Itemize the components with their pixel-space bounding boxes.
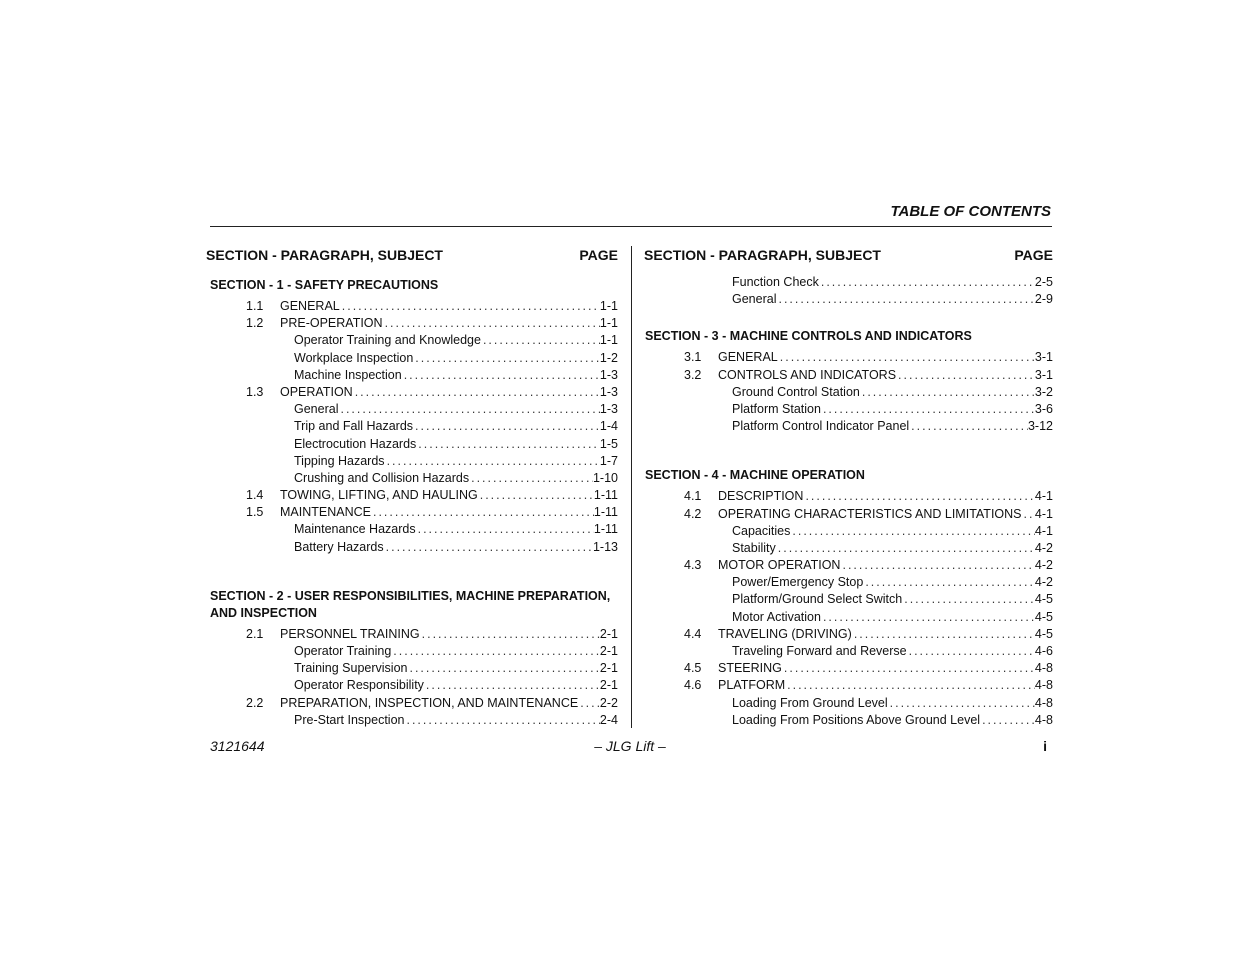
toc-entry[interactable] (206, 644, 618, 661)
toc-entry[interactable] (206, 713, 618, 730)
toc-entry-page: 1-11 (593, 522, 618, 537)
toc-entry-number: 4.1 (684, 489, 702, 504)
toc-entry-number: 2.1 (246, 626, 264, 641)
dot-leader (821, 610, 1035, 624)
toc-entry-label: Capacities (732, 523, 791, 538)
toc-entry-page: 3-2 (1034, 384, 1053, 399)
toc-entry-label: Crushing and Collision Hazards (294, 470, 470, 485)
toc-entry[interactable] (644, 385, 1053, 402)
toc-entry-label: General (732, 292, 777, 307)
toc-entry-number: 1.5 (246, 505, 264, 520)
toc-entry-page: 1-13 (592, 539, 618, 554)
dot-leader (896, 368, 1035, 382)
toc-entry[interactable] (644, 275, 1053, 292)
toc-entry-page: 1-3 (599, 384, 618, 399)
toc-entry-page: 2-1 (599, 678, 618, 693)
toc-entry[interactable] (644, 350, 1053, 367)
toc-entry-number: 4.5 (684, 661, 702, 676)
dot-leader (778, 350, 1035, 364)
toc-entry-page: 1-3 (599, 402, 618, 417)
dot-leader (413, 351, 600, 365)
dot-leader (907, 644, 1035, 658)
toc-entry-label: Ground Control Station (732, 384, 860, 399)
toc-entry-label: Tipping Hazards (294, 453, 385, 468)
toc-entry[interactable] (206, 299, 618, 316)
toc-entry-page: 3-12 (1027, 419, 1053, 434)
toc-entry-page: 3-1 (1034, 350, 1053, 365)
toc-entry-label: TRAVELING (DRIVING) (718, 626, 852, 641)
toc-entry-number: 3.1 (684, 350, 702, 365)
toc-entry-page: 4-1 (1034, 489, 1053, 504)
toc-entry-label: Function Check (732, 275, 819, 289)
toc-entry-page: 4-1 (1034, 506, 1053, 521)
toc-entry[interactable] (644, 524, 1053, 541)
toc-entry-page: 1-3 (599, 367, 618, 382)
dot-leader (819, 275, 1035, 289)
dot-leader (469, 471, 593, 485)
toc-entry[interactable] (206, 454, 618, 471)
dot-leader (840, 558, 1034, 572)
dot-leader (782, 661, 1035, 675)
toc-entry[interactable] (644, 489, 1053, 506)
toc-entry[interactable] (644, 368, 1053, 385)
toc-entry[interactable] (206, 488, 618, 505)
toc-entry-number: 4.2 (684, 506, 702, 521)
toc-entry[interactable] (206, 471, 618, 488)
toc-entry-page: 1-1 (599, 333, 618, 348)
section-entries (644, 489, 1053, 730)
header-rule (210, 226, 1052, 227)
dot-leader (776, 541, 1035, 555)
toc-entry-page: 4-5 (1034, 626, 1053, 641)
toc-entry-page: 3-1 (1034, 367, 1053, 382)
toc-entry[interactable] (644, 592, 1053, 609)
toc-continued-entries (644, 275, 1053, 309)
dot-leader (888, 696, 1035, 710)
toc-entry[interactable] (644, 696, 1053, 713)
toc-entry[interactable] (206, 368, 618, 385)
toc-sections (206, 277, 618, 730)
toc-entry-page: 1-1 (599, 316, 618, 331)
dot-leader (340, 299, 600, 313)
toc-entry-label: TOWING, LIFTING, AND HAULING (280, 488, 478, 503)
toc-entry-label: Battery Hazards (294, 539, 384, 554)
toc-entry-number: 4.4 (684, 626, 702, 641)
toc-left-column (206, 244, 618, 730)
toc-entry[interactable] (644, 713, 1053, 730)
toc-entry[interactable] (644, 419, 1053, 436)
dot-leader (385, 454, 600, 468)
toc-entry-page: 1-1 (599, 299, 618, 313)
toc-entry-label: MOTOR OPERATION (718, 558, 841, 573)
toc-entry-label: Platform Control Indicator Panel (732, 419, 910, 434)
column-divider (631, 246, 632, 728)
column-header-page: PAGE (579, 247, 618, 263)
toc-entry-page: 1-11 (593, 505, 618, 520)
toc-entry-page: 4-5 (1034, 609, 1053, 624)
toc-entry-label: PRE-OPERATION (280, 316, 383, 331)
column-header-subject: SECTION - PARAGRAPH, SUBJECT (644, 247, 881, 263)
toc-entry-page: 1-11 (593, 488, 618, 503)
toc-entry[interactable] (644, 644, 1053, 661)
section-entries (644, 350, 1053, 436)
column-header (206, 244, 618, 266)
dot-leader (416, 437, 600, 451)
toc-entry-label: Operator Training and Knowledge (294, 333, 481, 348)
toc-entry-page: 2-1 (599, 644, 618, 658)
page-number: i (1043, 738, 1047, 754)
page-title: TABLE OF CONTENTS (890, 203, 1051, 220)
dot-leader (402, 368, 600, 382)
toc-entry-page: 2-4 (599, 712, 618, 727)
toc-entry-page: 2-5 (1034, 275, 1053, 289)
toc-entry-page: 1-2 (599, 350, 618, 365)
dot-leader (790, 524, 1035, 538)
toc-entry-page: 4-6 (1034, 644, 1053, 658)
toc-entry-number: 1.3 (246, 384, 264, 399)
toc-entry-page: 4-5 (1034, 592, 1053, 607)
toc-entry-page: 4-2 (1034, 575, 1053, 590)
dot-leader (902, 592, 1035, 606)
toc-entry-label: CONTROLS AND INDICATORS (718, 367, 897, 382)
dot-leader (407, 661, 599, 675)
toc-entry-page: 4-2 (1034, 558, 1053, 573)
toc-entry-label: Motor Activation (732, 609, 821, 624)
toc-entry-page: 4-1 (1034, 523, 1053, 538)
toc-entry-page: 2-1 (599, 626, 618, 641)
toc-entry-page: 1-10 (592, 470, 618, 485)
toc-entry[interactable] (644, 610, 1053, 627)
dot-leader (785, 678, 1035, 692)
toc-entry[interactable] (206, 661, 618, 678)
toc-entry-label: Platform Station (732, 401, 821, 416)
toc-entry-label: PERSONNEL TRAINING (280, 626, 420, 641)
dot-leader (578, 696, 600, 710)
toc-entry[interactable] (206, 678, 618, 695)
toc-entry-label: General (294, 402, 339, 417)
toc-entry-page: 4-2 (1034, 540, 1053, 555)
toc-entry[interactable] (644, 292, 1053, 309)
toc-entry[interactable] (206, 402, 618, 419)
toc-entry-label: OPERATING CHARACTERISTICS AND LIMITATIONS (718, 506, 1022, 521)
toc-entry-label: Training Supervision (294, 661, 408, 676)
toc-entry[interactable] (206, 385, 618, 402)
doc-number: 3121644 (210, 738, 265, 754)
toc-entry-page: 1-4 (599, 419, 618, 434)
dot-leader (863, 575, 1035, 589)
toc-entry[interactable] (644, 575, 1053, 592)
toc-entry[interactable] (206, 540, 618, 557)
toc-entry-number: 3.2 (684, 367, 702, 382)
toc-entry-page: 1-7 (599, 453, 618, 468)
toc-entry-page: 2-2 (599, 695, 618, 710)
dot-leader (391, 644, 600, 658)
toc-entry-label: Stability (732, 540, 776, 555)
toc-entry-label: Machine Inspection (294, 367, 402, 382)
toc-entry-page: 4-8 (1034, 695, 1053, 710)
dot-leader (776, 292, 1034, 306)
toc-entry-label: Traveling Forward and Reverse (732, 644, 907, 658)
toc-entry[interactable] (644, 507, 1053, 524)
dot-leader (384, 540, 593, 554)
toc-entry-label: GENERAL (718, 350, 778, 365)
toc-entry-label: Loading From Positions Above Ground Level (732, 712, 981, 727)
toc-right-column (644, 244, 1053, 730)
toc-entry-page: 1-5 (599, 436, 618, 451)
dot-leader (980, 713, 1035, 727)
dot-leader (803, 489, 1034, 503)
toc-entry-label: DESCRIPTION (718, 489, 804, 504)
dot-leader (852, 627, 1035, 641)
toc-entry-label: PLATFORM (718, 678, 786, 693)
toc-entry-page: 4-8 (1034, 678, 1053, 693)
toc-entry-label: PREPARATION, INSPECTION, AND MAINTENANCE (280, 695, 579, 710)
dot-leader (420, 627, 600, 641)
toc-entry[interactable] (644, 558, 1053, 575)
section-title[interactable]: SECTION - 1 - SAFETY PRECAUTIONS (210, 278, 439, 292)
toc-entry-page: 4-8 (1034, 712, 1053, 727)
section-entries (206, 299, 618, 557)
toc-entry-number: 4.6 (684, 678, 702, 693)
toc-entry-label: GENERAL (280, 299, 340, 313)
dot-leader (353, 385, 600, 399)
toc-entry-page: 3-6 (1034, 401, 1053, 416)
toc-entry-label: Maintenance Hazards (294, 522, 416, 537)
dot-leader (416, 522, 594, 536)
toc-entry-number: 4.3 (684, 558, 702, 573)
dot-leader (413, 419, 600, 433)
toc-entry-label: Operator Responsibility (294, 678, 424, 693)
toc-entry-label: Electrocution Hazards (294, 436, 417, 451)
toc-entry-label: MAINTENANCE (280, 505, 371, 520)
toc-entry-page: 2-1 (599, 661, 618, 676)
toc-entry-label: Trip and Fall Hazards (294, 419, 414, 434)
toc-entry[interactable] (644, 678, 1053, 695)
toc-entry-page: 4-8 (1034, 661, 1053, 676)
toc-entry[interactable] (206, 522, 618, 539)
toc-entry-label: OPERATION (280, 384, 353, 399)
toc-entry-label: Pre-Start Inspection (294, 712, 405, 727)
dot-leader (860, 385, 1035, 399)
toc-entry[interactable] (206, 437, 618, 454)
toc-entry-label: Workplace Inspection (294, 350, 414, 365)
toc-entry-label: Loading From Ground Level (732, 695, 888, 710)
toc-entry[interactable] (644, 402, 1053, 419)
dot-leader (371, 505, 594, 519)
toc-entry[interactable] (206, 696, 618, 713)
section-entries (206, 627, 618, 730)
section-title[interactable]: SECTION - 3 - MACHINE CONTROLS AND INDICATORS (645, 329, 972, 344)
toc-entry[interactable] (206, 419, 618, 436)
toc-entry-label: Platform/Ground Select Switch (732, 592, 903, 607)
section-title[interactable]: SECTION - 4 - MACHINE OPERATION (645, 468, 865, 483)
toc-entry[interactable] (206, 505, 618, 522)
toc-entry[interactable] (644, 627, 1053, 644)
dot-leader (478, 488, 594, 502)
dot-leader (909, 419, 1028, 433)
toc-entry-label: STEERING (718, 661, 782, 676)
toc-entry-number: 1.2 (246, 316, 264, 331)
column-header-subject: SECTION - PARAGRAPH, SUBJECT (206, 247, 443, 263)
toc-entry-label: Power/Emergency Stop (732, 575, 864, 590)
toc-entry-page: 2-9 (1034, 292, 1053, 307)
dot-leader (1022, 507, 1035, 521)
toc-entry-number: 2.2 (246, 695, 264, 710)
toc-entry[interactable] (206, 351, 618, 368)
dot-leader (481, 333, 600, 347)
column-header-page: PAGE (1014, 247, 1053, 263)
dot-leader (821, 402, 1035, 416)
toc-entry-number: 1.1 (246, 299, 264, 313)
toc-entry-number: 1.4 (246, 488, 264, 503)
toc-entry[interactable] (644, 541, 1053, 558)
brand-footer: – JLG Lift – (594, 738, 666, 754)
toc-entry[interactable] (206, 316, 618, 333)
toc-sections (644, 309, 1053, 730)
dot-leader (383, 316, 600, 330)
toc-entry[interactable] (206, 333, 618, 350)
toc-entry[interactable] (644, 661, 1053, 678)
section-title[interactable]: SECTION - 2 - USER RESPONSIBILITIES, MACHINE PREPARATION, AND INSPECTION (210, 588, 611, 620)
dot-leader (424, 678, 600, 692)
toc-entry[interactable] (206, 627, 618, 644)
dot-leader (338, 402, 599, 416)
dot-leader (404, 713, 599, 727)
toc-entry-label: Operator Training (294, 644, 392, 658)
column-header (644, 244, 1053, 266)
